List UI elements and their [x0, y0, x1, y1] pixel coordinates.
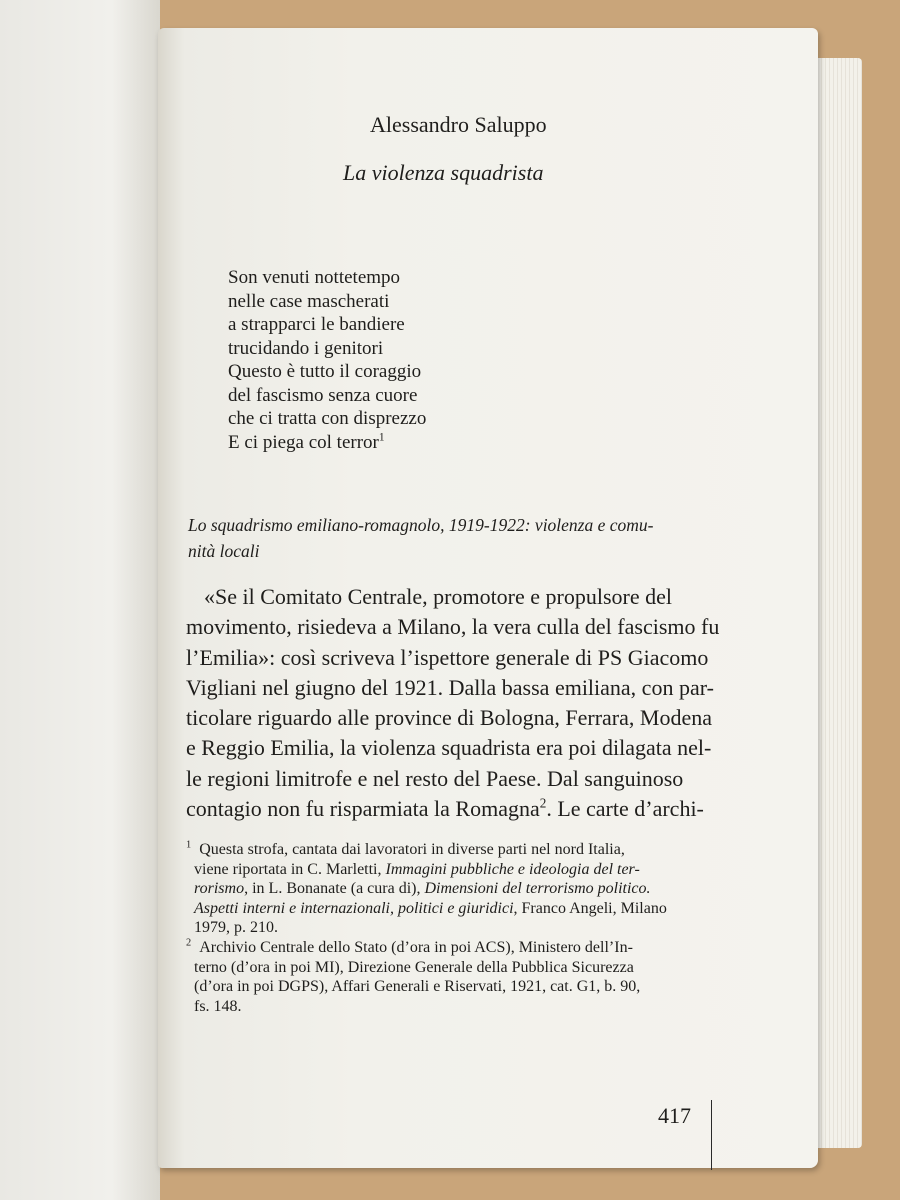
paragraph-line: e Reggio Emilia, la violenza squadrista era poi dilagata nel-	[186, 735, 712, 761]
page-number-rule	[711, 1100, 712, 1170]
poem	[228, 266, 426, 454]
poem-line: Son venuti nottetempo	[228, 267, 401, 288]
footnote-1: $^1$ Questa strofa, cantata dai lavoratori in diverse parti nel nord Italia, viene riportata in C. Marletti, Immagini pubbliche e ideologia del ter- rorismo, in L. Bonanate (a cura di), Dimensioni del terrorismo politico. Aspetti interni e internazionali, politici e giuridici, Franco Angeli, Milano 1979, p. 210.	[186, 839, 667, 937]
footnotes	[186, 840, 667, 1016]
chapter-title: La violenza squadrista	[343, 160, 544, 185]
paragraph-line: contagio non fu risparmiata la Romagna$^2$. Le carte d’archi-	[186, 795, 704, 822]
footnote-ref-1[interactable]: 1	[378, 431, 385, 444]
footnote-ref-2[interactable]: 2	[539, 795, 547, 811]
poem-line: Questo è tutto il coraggio	[228, 361, 422, 382]
paragraph-line: movimento, risiedeva a Milano, la vera culla del fascismo fu	[186, 614, 720, 640]
poem-line: a strapparci le bandiere	[228, 314, 405, 335]
poem-line: del fascismo senza cuore	[228, 384, 418, 406]
footnote-2: $^2$ Archivio Centrale dello Stato (d’ora in poi ACS), Ministero dell’In- terno (d’ora in poi MI), Direzione Generale della Pubblica Sicurezza (d’ora in poi DGPS), Affari Generali e Riservati, 1921, cat. G1, b. 90, fs. 148.	[186, 937, 641, 1015]
footnote-number: 1	[186, 839, 192, 851]
paragraph-line: l’Emilia»: così scriveva l’ispettore generale di PS Giacomo	[186, 644, 709, 670]
paragraph-line: Vigliani nel giugno del 1921. Dalla bassa emiliana, con par-	[186, 674, 714, 700]
section-heading: Lo squadrismo emiliano-romagnolo, 1919-1922: violenza e comu- nità locali	[188, 515, 654, 561]
body-paragraph	[186, 582, 719, 824]
poem-line: che ci tratta con disprezzo	[228, 408, 427, 429]
page-number: 417	[658, 1103, 691, 1128]
poem-line: nelle case mascherati	[228, 290, 390, 312]
paragraph-line: «Se il Comitato Centrale, promotore e propulsore del	[204, 584, 673, 609]
author-name: Alessandro Saluppo	[370, 112, 547, 137]
facing-page	[0, 0, 160, 1200]
footnote-number: 2	[186, 937, 192, 949]
poem-line: E ci piega col terror$^1$	[228, 431, 385, 453]
paragraph-line: le regioni limitrofe e nel resto del Paese. Dal sanguinoso	[186, 765, 684, 791]
poem-line: trucidando i genitori	[228, 337, 384, 359]
paragraph-line: ticolare riguardo alle province di Bologna, Ferrara, Modena	[186, 705, 712, 731]
